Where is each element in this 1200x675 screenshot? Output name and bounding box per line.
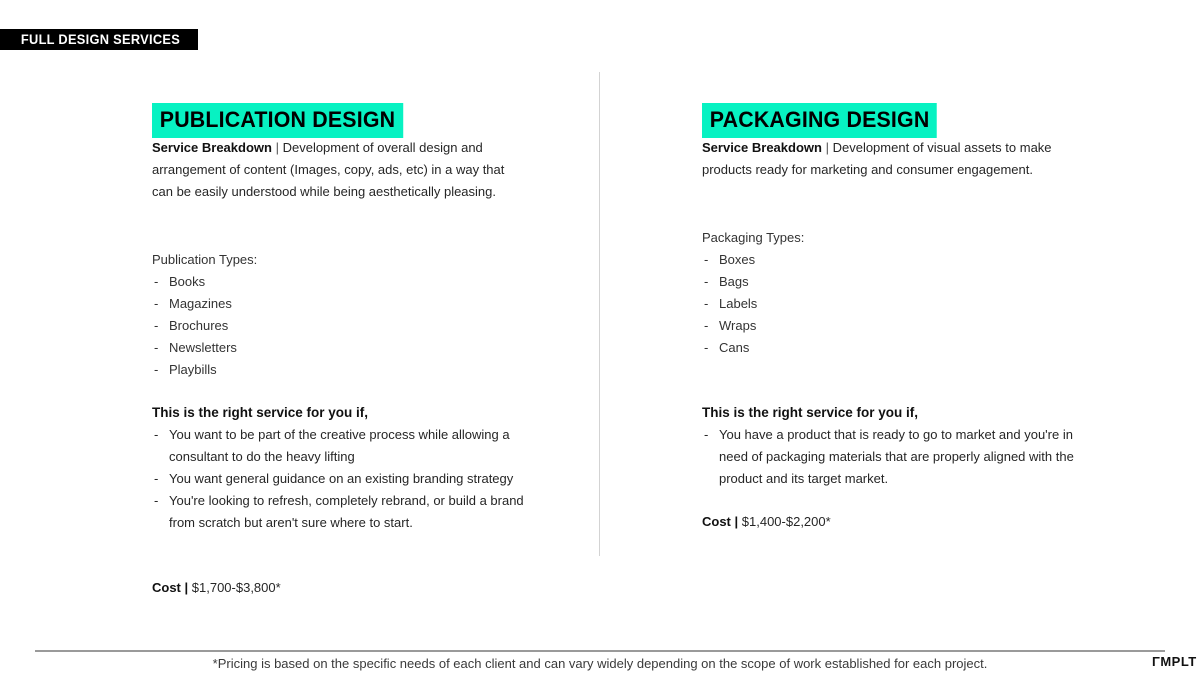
list-item: - You're looking to refresh, completely rebrand, or build a brand from scratch but aren't sure where to start. (152, 490, 529, 534)
tmplt-logo: ΓMPLT (1152, 654, 1197, 669)
ribbon-label: FULL DESIGN SERVICES (20, 32, 181, 47)
cost-label: Cost | (152, 580, 189, 595)
service-breakdown-text: Development of visual assets to make products ready for marketing and consumer engagement. (702, 140, 1052, 177)
publication-types-list (152, 271, 237, 381)
list-item: - Cans (702, 337, 757, 359)
list-item: - Boxes (702, 249, 757, 271)
service-breakdown-separator: | (275, 140, 279, 155)
list-item: - Wraps (702, 315, 757, 337)
list-item: - You have a product that is ready to go to market and you're in need of packaging materials that are properly aligned with the product and its target market. (702, 424, 1079, 490)
service-breakdown-label: Service Breakdown (702, 140, 822, 155)
list-item: - Newsletters (152, 337, 237, 359)
packaging-cost (702, 511, 831, 533)
packaging-fit-list (702, 424, 1079, 490)
list-item: - Bags (702, 271, 757, 293)
service-breakdown-label: Service Breakdown (152, 140, 272, 155)
packaging-design-heading: PACKAGING DESIGN (702, 103, 937, 138)
list-item: - You want general guidance on an existing branding strategy (152, 468, 529, 490)
publication-types-title: Publication Types: (152, 252, 258, 267)
publication-design-heading: PUBLICATION DESIGN (152, 103, 403, 138)
service-breakdown-separator: | (825, 140, 829, 155)
pricing-disclaimer: *Pricing is based on the specific needs of each client and can vary widely depending on the scope of work established for each project. (212, 656, 988, 671)
packaging-service-breakdown (702, 137, 1052, 181)
list-item: - Labels (702, 293, 757, 315)
list-item: - Brochures (152, 315, 237, 337)
cost-value: $1,400-$2,200* (741, 514, 831, 529)
footer-divider (35, 650, 1165, 652)
cost-label: Cost | (702, 514, 739, 529)
packaging-types-title: Packaging Types: (702, 230, 805, 245)
publication-service-breakdown (152, 137, 512, 203)
publication-fit-title: This is the right service for you if, (152, 405, 369, 420)
service-breakdown-text: Development of overall design and arrangement of content (Images, copy, ads, etc) in a way that can be easily understood while being aesthetically pleasing. (152, 140, 505, 199)
cost-value: $1,700-$3,800* (191, 580, 281, 595)
publication-cost (152, 577, 281, 599)
packaging-types-list (702, 249, 757, 359)
publication-fit-list (152, 424, 529, 534)
packaging-fit-title: This is the right service for you if, (702, 405, 919, 420)
list-item: - Books (152, 271, 237, 293)
list-item: - You want to be part of the creative process while allowing a consultant to do the heavy lifting (152, 424, 529, 468)
list-item: - Playbills (152, 359, 237, 381)
list-item: - Magazines (152, 293, 237, 315)
